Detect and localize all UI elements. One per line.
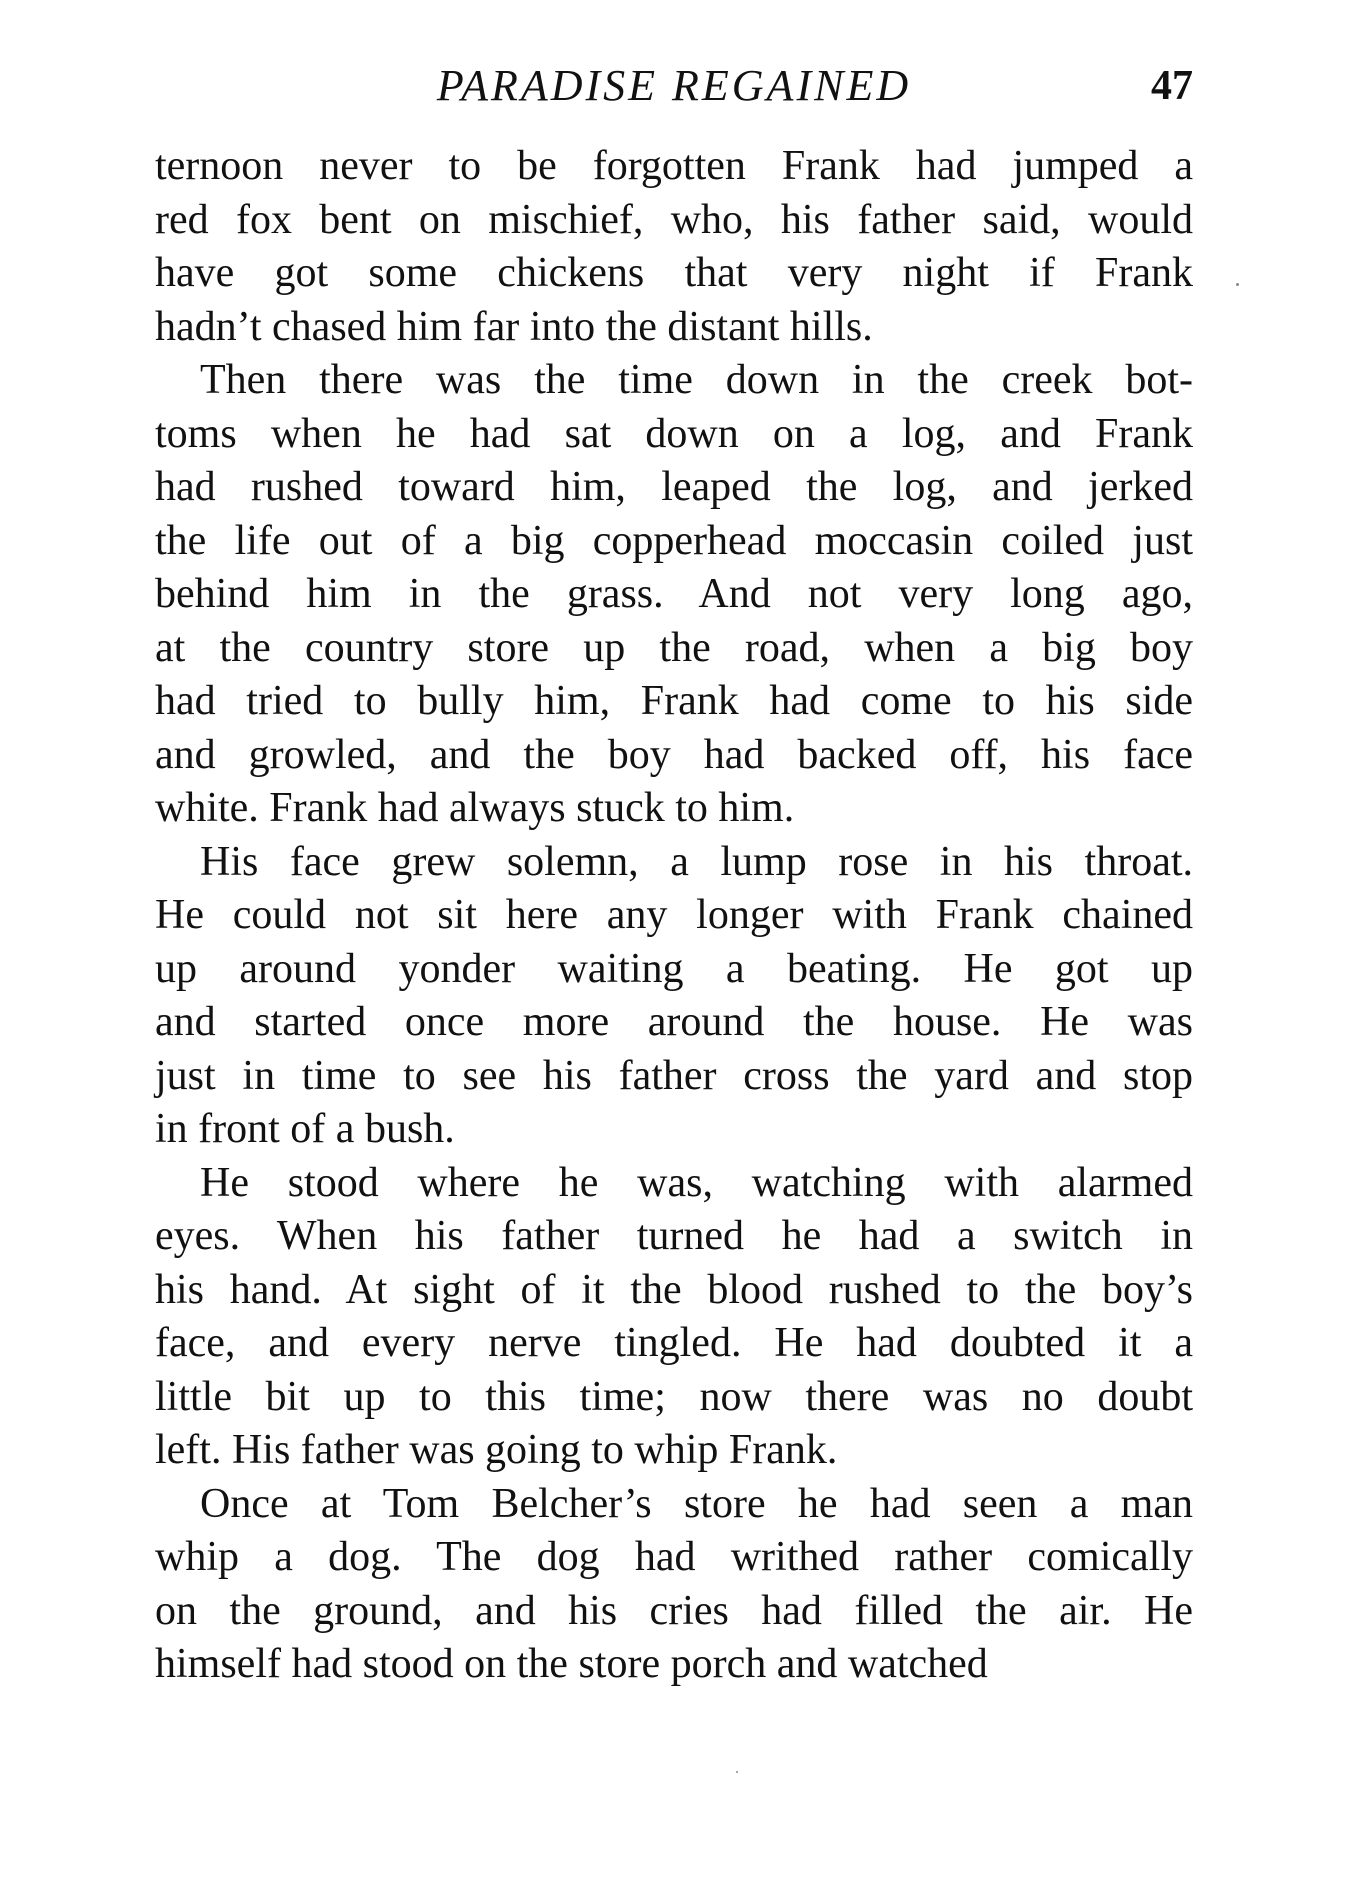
scan-speck [736, 1771, 738, 1773]
text-line: hadn’t chased him far into the distant hills. [155, 303, 873, 350]
text-line: and growled, and the boy had backed off, his face [155, 731, 1193, 778]
text-line: the life out of a big copperhead moccasin coiled just [155, 517, 1193, 564]
text-line: Then there was the time down in the creek bot- [200, 357, 1193, 403]
text-line: left. His father was going to whip Frank. [155, 1427, 838, 1473]
paragraph [155, 140, 1193, 354]
text-line: himself had stood on the store porch and watched [155, 1641, 988, 1687]
page-number: 47 [1151, 63, 1193, 109]
text-line: up around yonder waiting a beating. He got up [155, 945, 1193, 992]
text-line: whip a dog. The dog had writhed rather comically [155, 1534, 1193, 1580]
text-line: He stood where he was, watching with alarmed [200, 1159, 1193, 1206]
text-line: on the ground, and his cries had filled the air. He [155, 1587, 1193, 1634]
text-line: had rushed toward him, leaped the log, and jerked [155, 464, 1193, 510]
running-title: PARADISE REGAINED [436, 61, 912, 110]
paragraph [155, 836, 1193, 1157]
body-text [155, 140, 1193, 1692]
paragraph [155, 1478, 1193, 1692]
paragraph [155, 1157, 1193, 1478]
text-line: his hand. At sight of it the blood rushed to the boy’s [155, 1266, 1193, 1313]
text-line: ternoon never to be forgotten Frank had jumped a [155, 143, 1193, 189]
text-line: toms when he had sat down on a log, and Frank [155, 410, 1193, 457]
text-line: little bit up to this time; now there was no doubt [155, 1373, 1193, 1420]
text-line: His face grew solemn, a lump rose in his throat. [200, 838, 1193, 885]
running-head [155, 58, 1193, 114]
text-line: red fox bent on mischief, who, his father said, would [155, 196, 1193, 243]
text-line: white. Frank had always stuck to him. [155, 785, 795, 831]
text-line: have got some chickens that very night if Frank [155, 250, 1193, 296]
text-line: had tried to bully him, Frank had come to his side [155, 678, 1193, 724]
text-line: face, and every nerve tingled. He had doubted it a [155, 1320, 1193, 1366]
text-line: and started once more around the house. He was [155, 999, 1193, 1045]
text-line: behind him in the grass. And not very long ago, [155, 571, 1193, 617]
text-line: He could not sit here any longer with Frank chained [155, 892, 1193, 938]
text-line: at the country store up the road, when a big boy [155, 624, 1193, 671]
text-line: just in time to see his father cross the yard and stop [155, 1052, 1193, 1099]
text-line: in front of a bush. [155, 1106, 455, 1152]
text-line: Once at Tom Belcher’s store he had seen a man [200, 1480, 1193, 1527]
text-line: eyes. When his father turned he had a switch in [155, 1213, 1193, 1259]
scan-speck [1236, 283, 1239, 286]
paragraph [155, 354, 1193, 836]
